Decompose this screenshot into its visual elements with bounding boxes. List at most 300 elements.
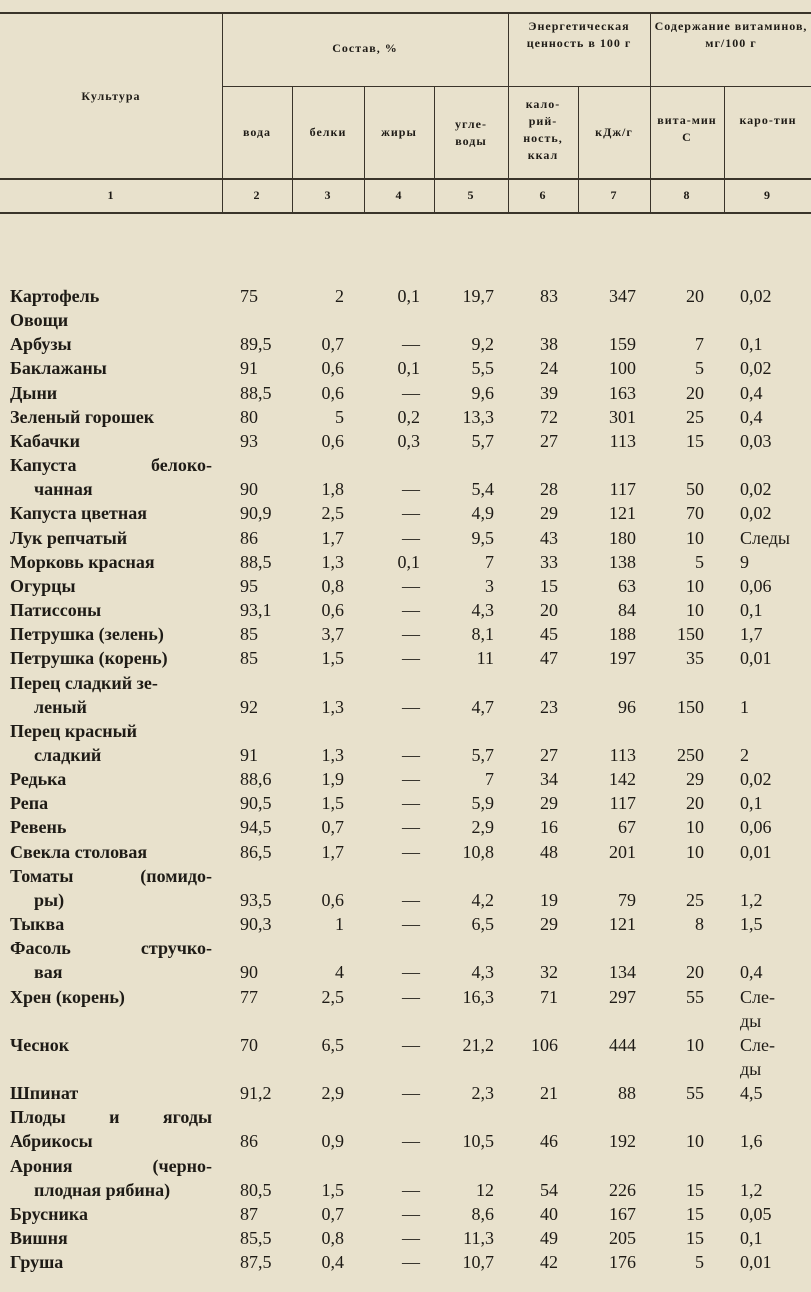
kj-cell: 84 [618, 600, 636, 621]
kj-cell: 205 [609, 1228, 636, 1249]
vitamin-c-cell: 10 [686, 600, 704, 621]
vitamin-c-cell: 10 [686, 575, 704, 596]
protein-cell: 1,3 [321, 551, 344, 572]
carotene-cell: 0,1 [740, 1228, 763, 1249]
protein-cell: 0,6 [321, 430, 344, 451]
protein-cell: 1,3 [321, 744, 344, 765]
kcal-cell: 33 [540, 551, 558, 572]
vitamin-c-cell: 5 [695, 1252, 704, 1273]
kcal-cell: 29 [540, 503, 558, 524]
table-row [0, 1105, 811, 1129]
kcal-cell: 40 [540, 1203, 558, 1224]
carbs-cell: 4,3 [471, 600, 494, 621]
kcal-cell: 15 [540, 575, 558, 596]
fat-cell: — [402, 696, 420, 717]
carotene-cell: 1,2 [740, 889, 763, 910]
water-cell: 90 [240, 962, 258, 983]
culture-name-cell: плодная рябина) [34, 1179, 171, 1200]
carbs-cell: 8,6 [471, 1203, 494, 1224]
header-carbs: угле-воды [455, 117, 487, 148]
culture-name-cell: леный [34, 696, 87, 717]
header-protein: белки [309, 125, 347, 139]
kcal-cell: 38 [540, 334, 558, 355]
carotene-cell: Следы [740, 527, 790, 548]
carotene-cell: 9 [740, 551, 749, 572]
carotene-cell: 1,2 [740, 1179, 763, 1200]
fat-cell: — [402, 575, 420, 596]
carotene-cell: 1,7 [740, 624, 763, 645]
water-cell: 85 [240, 648, 258, 669]
header-carotene: каро-тин [739, 113, 797, 127]
fat-cell: — [402, 889, 420, 910]
carotene-cell: 0,06 [740, 817, 772, 838]
carotene-cell: 0,03 [740, 430, 772, 451]
table-row [0, 477, 811, 501]
kj-cell: 167 [609, 1203, 636, 1224]
protein-cell: 1,5 [321, 648, 344, 669]
kcal-cell: 47 [540, 648, 558, 669]
header-top-rule [0, 12, 811, 14]
water-cell: 89,5 [240, 334, 272, 355]
water-cell: 90 [240, 479, 258, 500]
col-number-7: 7 [610, 188, 618, 202]
protein-cell: 2,5 [321, 986, 344, 1007]
kj-cell: 142 [609, 769, 636, 790]
table-row [0, 1057, 811, 1081]
vitamin-c-cell: 20 [686, 286, 704, 306]
kj-cell: 134 [609, 962, 636, 983]
carbs-cell: 7 [485, 769, 494, 790]
water-cell: 75 [240, 286, 258, 306]
carbs-cell: 11 [476, 648, 494, 669]
fat-cell: 0,1 [397, 551, 420, 572]
protein-cell: 4 [335, 962, 344, 983]
col-number-5: 5 [467, 188, 475, 202]
carbs-cell: 7 [485, 551, 494, 572]
carotene-cell: 0,02 [740, 479, 772, 500]
protein-cell: 0,7 [321, 334, 344, 355]
col-number-3: 3 [324, 188, 332, 202]
carotene-cell: 0,02 [740, 769, 772, 790]
carbs-cell: 4,7 [471, 696, 494, 717]
fat-cell: 0,1 [397, 286, 420, 306]
table-row [0, 284, 811, 308]
protein-cell: 0,8 [321, 1228, 344, 1249]
table-row [0, 1129, 811, 1153]
table-row [0, 719, 811, 743]
kj-cell: 117 [609, 479, 636, 500]
kj-cell: 192 [609, 1131, 636, 1152]
carotene-cell: 2 [740, 744, 749, 765]
culture-name-cell: Лук репчатый [10, 527, 128, 548]
protein-cell: 1,8 [321, 479, 344, 500]
protein-cell: 0,4 [321, 1252, 344, 1273]
col-rule-5 [508, 12, 509, 214]
vitamin-c-cell: 20 [686, 382, 704, 403]
culture-name-cell: Свекла столовая [10, 841, 148, 862]
water-cell: 80 [240, 406, 258, 427]
col-number-2: 2 [253, 188, 261, 202]
protein-cell: 0,6 [321, 358, 344, 379]
protein-cell: 2,5 [321, 503, 344, 524]
col-number-6: 6 [539, 188, 547, 202]
table-row [0, 1226, 811, 1250]
kcal-cell: 42 [540, 1252, 558, 1273]
kj-cell: 121 [609, 503, 636, 524]
kj-cell: 163 [609, 382, 636, 403]
table-row [0, 1178, 811, 1202]
culture-name-cell: Перец сладкий зе- [10, 672, 158, 693]
kj-cell: 96 [618, 696, 636, 717]
table-row [0, 501, 811, 525]
fat-cell: — [402, 382, 420, 403]
protein-cell: 2,9 [321, 1083, 344, 1104]
kj-cell: 180 [609, 527, 636, 548]
protein-cell: 1,3 [321, 696, 344, 717]
carotene-cell: 0,1 [740, 600, 763, 621]
fat-cell: — [402, 769, 420, 790]
kcal-cell: 29 [540, 793, 558, 814]
carbs-cell: 4,2 [471, 889, 494, 910]
culture-name-cell: Петрушка (корень) [10, 648, 168, 669]
kcal-cell: 49 [540, 1228, 558, 1249]
vitamin-c-cell: 10 [686, 817, 704, 838]
kj-cell: 347 [609, 286, 636, 306]
kj-cell: 188 [609, 624, 636, 645]
kcal-cell: 106 [531, 1034, 558, 1055]
vitamin-c-cell: 50 [686, 479, 704, 500]
carbs-cell: 5,7 [471, 430, 494, 451]
culture-name-cell: Зеленый горошек [10, 406, 155, 427]
table-row [0, 622, 811, 646]
carbs-cell: 5,9 [471, 793, 494, 814]
table-row [0, 912, 811, 936]
carbs-cell: 6,5 [471, 914, 494, 935]
header-fat: жиры [381, 125, 417, 139]
culture-name-cell: Петрушка (зелень) [10, 624, 164, 645]
carotene-cell: 0,01 [740, 841, 772, 862]
header-vitamins: Содержание витаминов, мг/100 г [654, 19, 808, 50]
col-number-8: 8 [683, 188, 691, 202]
culture-name-cell: Редька [10, 769, 67, 790]
fat-cell: — [402, 600, 420, 621]
culture-name-cell: Морковь красная [10, 551, 155, 572]
vitamin-c-cell: 10 [686, 527, 704, 548]
water-cell: 88,6 [240, 769, 272, 790]
header-energy: Энергетическая ценность в 100 г [526, 19, 632, 50]
carbs-cell: 9,5 [471, 527, 494, 548]
kcal-cell: 48 [540, 841, 558, 862]
table-row [0, 526, 811, 550]
carotene-cell: 0,02 [740, 286, 772, 306]
culture-name-cell: Плоды и ягоды [10, 1107, 212, 1128]
protein-cell: 1,9 [321, 769, 344, 790]
protein-cell: 6,5 [321, 1034, 344, 1055]
col-rule-7 [650, 12, 651, 214]
protein-cell: 0,6 [321, 889, 344, 910]
culture-name-cell: Груша [10, 1252, 64, 1273]
header-kj: кДж/г [595, 125, 633, 139]
table-row [0, 695, 811, 719]
table-row [0, 1081, 811, 1105]
water-cell: 70 [240, 1034, 258, 1055]
kcal-cell: 72 [540, 406, 558, 427]
table-row [0, 453, 811, 477]
carotene-cell: 0,02 [740, 503, 772, 524]
table-row [0, 864, 811, 888]
fat-cell: — [402, 1252, 420, 1273]
kj-cell: 226 [609, 1179, 636, 1200]
protein-cell: 1,5 [321, 793, 344, 814]
carbs-cell: 2,3 [471, 1083, 494, 1104]
kj-cell: 100 [609, 358, 636, 379]
kj-cell: 176 [609, 1252, 636, 1273]
kcal-cell: 24 [540, 358, 558, 379]
fat-cell: — [402, 334, 420, 355]
culture-name-cell: Арония (черно- [10, 1155, 212, 1176]
culture-name-cell: Картофель [10, 286, 100, 306]
header-kcal: кало-рий-ность, ккал [523, 97, 563, 162]
fat-cell: — [402, 1034, 420, 1055]
fat-cell: — [402, 962, 420, 983]
vitamin-c-cell: 5 [695, 358, 704, 379]
table-row [0, 574, 811, 598]
culture-name-cell: вая [34, 962, 63, 983]
vitamin-c-cell: 70 [686, 503, 704, 524]
culture-name-cell: Хрен (корень) [10, 986, 125, 1007]
fat-cell: — [402, 817, 420, 838]
kcal-cell: 27 [540, 430, 558, 451]
table-row [0, 332, 811, 356]
table-body [0, 284, 811, 1274]
vitamin-c-cell: 8 [695, 914, 704, 935]
fat-cell: — [402, 914, 420, 935]
carbs-cell: 3 [485, 575, 494, 596]
culture-name-cell: Баклажаны [10, 358, 107, 379]
kj-cell: 301 [609, 406, 636, 427]
vitamin-c-cell: 15 [686, 1203, 704, 1224]
carotene-cell: 1,6 [740, 1131, 763, 1152]
protein-cell: 0,8 [321, 575, 344, 596]
protein-cell: 1,5 [321, 1179, 344, 1200]
fat-cell: — [402, 479, 420, 500]
water-cell: 94,5 [240, 817, 272, 838]
fat-cell: — [402, 793, 420, 814]
carbs-cell: 11,3 [463, 1228, 494, 1249]
culture-name-cell: сладкий [34, 744, 102, 765]
vitamin-c-cell: 20 [686, 793, 704, 814]
table-row [0, 1154, 811, 1178]
water-cell: 86,5 [240, 841, 272, 862]
table-row [0, 888, 811, 912]
kj-cell: 297 [609, 986, 636, 1007]
water-cell: 77 [240, 986, 258, 1007]
table-row [0, 743, 811, 767]
table-row [0, 598, 811, 622]
fat-cell: — [402, 841, 420, 862]
kcal-cell: 28 [540, 479, 558, 500]
table-row [0, 1033, 811, 1057]
kcal-cell: 21 [540, 1083, 558, 1104]
vitamin-c-cell: 10 [686, 1034, 704, 1055]
carbs-cell: 10,5 [462, 1131, 494, 1152]
carotene-cell: 4,5 [740, 1083, 763, 1104]
kcal-cell: 83 [540, 286, 558, 306]
table-row [0, 960, 811, 984]
culture-name-cell: Капуста цветная [10, 503, 147, 524]
culture-name-cell: Перец красный [10, 720, 138, 741]
culture-name-cell: Фасоль стручко- [10, 938, 212, 959]
carbs-cell: 12 [476, 1179, 494, 1200]
water-cell: 90,3 [240, 914, 272, 935]
water-cell: 90,9 [240, 503, 272, 524]
carbs-cell: 8,1 [471, 624, 494, 645]
fat-cell: — [402, 624, 420, 645]
culture-name-cell: Огурцы [10, 575, 76, 596]
protein-cell: 1,7 [321, 527, 344, 548]
kcal-cell: 16 [540, 817, 558, 838]
header-sub-rule [0, 178, 811, 180]
fat-cell: — [402, 1131, 420, 1152]
culture-name-cell: Патиссоны [10, 600, 102, 621]
culture-name-cell: Томаты (помидо- [10, 865, 212, 886]
table-row [0, 429, 811, 453]
carbs-cell: 9,2 [471, 334, 494, 355]
protein-cell: 0,6 [321, 382, 344, 403]
carbs-cell: 2,9 [471, 817, 494, 838]
carbs-cell: 5,4 [471, 479, 494, 500]
kj-cell: 138 [609, 551, 636, 572]
kcal-cell: 46 [540, 1131, 558, 1152]
carbs-cell: 5,7 [471, 744, 494, 765]
vitamin-c-cell: 55 [686, 986, 704, 1007]
water-cell: 87,5 [240, 1252, 272, 1273]
kj-cell: 63 [618, 575, 636, 596]
protein-cell: 2 [335, 286, 344, 306]
vitamin-c-cell: 25 [686, 889, 704, 910]
table-row [0, 936, 811, 960]
vitamin-c-cell: 10 [686, 1131, 704, 1152]
carbs-cell: 21,2 [462, 1034, 494, 1055]
carotene-cell: 0,4 [740, 962, 763, 983]
table-row [0, 646, 811, 670]
carotene-cell: ды [740, 1059, 762, 1079]
carotene-cell: 1,5 [740, 914, 763, 935]
fat-cell: — [402, 503, 420, 524]
water-cell: 86 [240, 1131, 258, 1152]
protein-cell: 1 [335, 914, 344, 935]
carotene-cell: 0,1 [740, 793, 763, 814]
kj-cell: 117 [609, 793, 636, 814]
table-row [0, 1250, 811, 1274]
kj-cell: 159 [609, 334, 636, 355]
table-row [0, 356, 811, 380]
carotene-cell: 0,01 [740, 648, 772, 669]
table-row [0, 815, 811, 839]
header-vitc: вита-мин С [657, 113, 717, 144]
kcal-cell: 45 [540, 624, 558, 645]
carotene-cell: 0,1 [740, 334, 763, 355]
culture-name-cell: Чеснок [10, 1034, 70, 1055]
table-row [0, 1202, 811, 1226]
water-cell: 95 [240, 575, 258, 596]
carotene-cell: 0,01 [740, 1252, 772, 1273]
culture-name-cell: Дыни [10, 382, 58, 403]
protein-cell: 5 [335, 406, 344, 427]
carotene-cell: 0,06 [740, 575, 772, 596]
col-number-1: 1 [107, 188, 115, 202]
kcal-cell: 19 [540, 889, 558, 910]
kcal-cell: 20 [540, 600, 558, 621]
water-cell: 88,5 [240, 551, 272, 572]
water-cell: 91 [240, 358, 258, 379]
vitamin-c-cell: 55 [686, 1083, 704, 1104]
fat-cell: — [402, 986, 420, 1007]
protein-cell: 0,7 [321, 1203, 344, 1224]
table-row [0, 308, 811, 332]
vitamin-c-cell: 150 [677, 696, 704, 717]
water-cell: 90,5 [240, 793, 272, 814]
fat-cell: — [402, 527, 420, 548]
vitamin-c-cell: 35 [686, 648, 704, 669]
water-cell: 91 [240, 744, 258, 765]
kj-cell: 197 [609, 648, 636, 669]
culture-name-cell: Шпинат [10, 1083, 79, 1104]
carotene-cell: 0,05 [740, 1203, 772, 1224]
kcal-cell: 71 [540, 986, 558, 1007]
fat-cell: 0,3 [397, 430, 420, 451]
carbs-cell: 4,3 [471, 962, 494, 983]
water-cell: 92 [240, 696, 258, 717]
kj-cell: 113 [609, 744, 636, 765]
fat-cell: — [402, 744, 420, 765]
kcal-cell: 43 [540, 527, 558, 548]
culture-name-cell: Арбузы [10, 334, 72, 355]
culture-name-cell: Тыква [10, 914, 65, 935]
kj-cell: 67 [618, 817, 636, 838]
carbs-cell: 5,5 [471, 358, 494, 379]
kj-cell: 201 [609, 841, 636, 862]
carbs-cell: 19,7 [462, 286, 494, 306]
kcal-cell: 29 [540, 914, 558, 935]
water-cell: 85,5 [240, 1228, 272, 1249]
culture-name-cell: ры) [34, 889, 65, 910]
fat-cell: — [402, 648, 420, 669]
culture-name-cell: Капуста белоко- [10, 455, 212, 476]
table-header [0, 0, 811, 215]
table-row [0, 550, 811, 574]
water-cell: 93,5 [240, 889, 272, 910]
kcal-cell: 32 [540, 962, 558, 983]
water-cell: 80,5 [240, 1179, 272, 1200]
kcal-cell: 39 [540, 382, 558, 403]
carbs-cell: 9,6 [471, 382, 494, 403]
carbs-cell: 4,9 [471, 503, 494, 524]
vitamin-c-cell: 25 [686, 406, 704, 427]
table-row [0, 1009, 811, 1033]
kj-cell: 79 [618, 889, 636, 910]
carbs-cell: 16,3 [462, 986, 494, 1007]
carotene-cell: Сле- [740, 1034, 775, 1055]
col-number-9: 9 [764, 188, 771, 202]
water-cell: 86 [240, 527, 258, 548]
carbs-cell: 13,3 [462, 406, 494, 427]
fat-cell: — [402, 1083, 420, 1104]
culture-name-cell: Брусника [10, 1203, 88, 1224]
kcal-cell: 27 [540, 744, 558, 765]
fat-cell: — [402, 1203, 420, 1224]
fat-cell: — [402, 1179, 420, 1200]
